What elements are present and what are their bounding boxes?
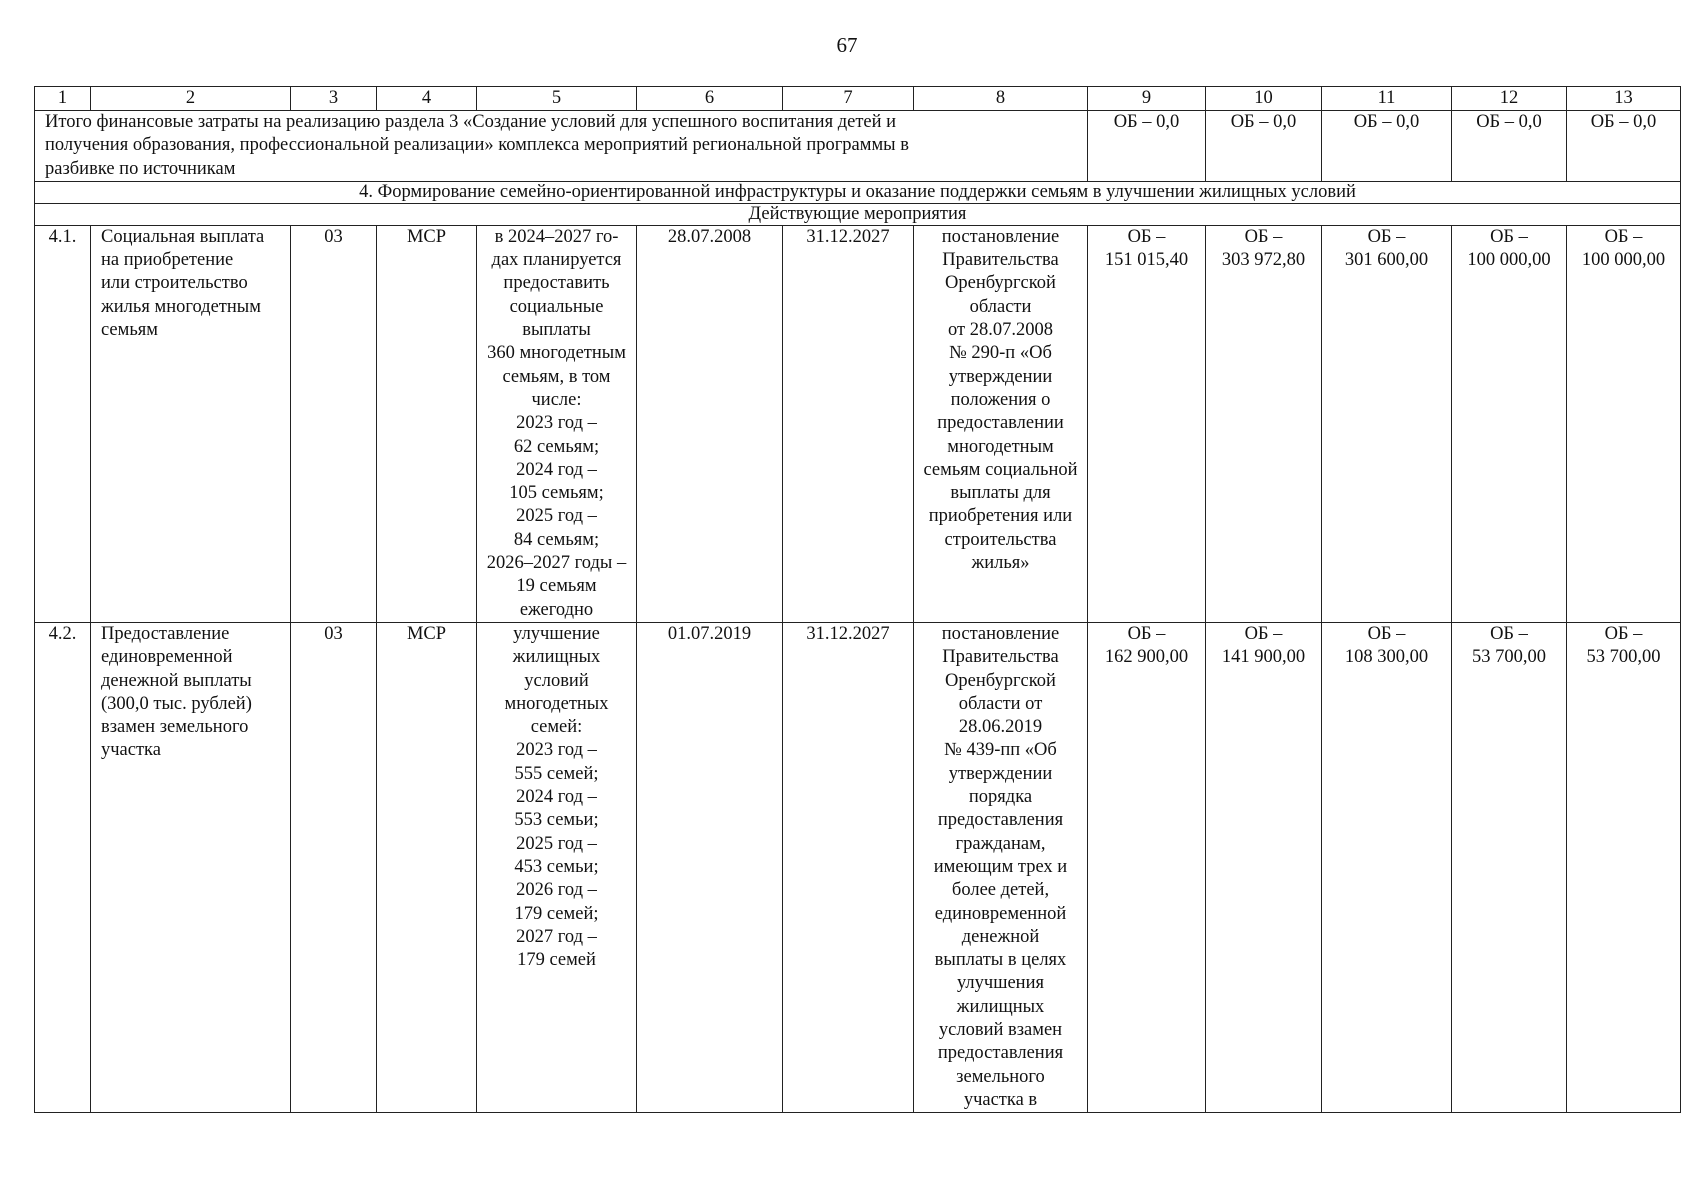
table-row — [35, 622, 1681, 1112]
column-number: 5 — [477, 87, 637, 111]
table-row — [35, 225, 1681, 622]
total-value-12: ОБ – 0,0 — [1452, 111, 1567, 182]
legal-basis: постановление Правительства Оренбургской области от 28.07.2008 № 290-п «Об утверждении положения о предоставлении многодетным семьям социальной выплаты для приобретения или строительства жилья» — [914, 225, 1088, 622]
total-value-13: ОБ – 0,0 — [1567, 111, 1681, 182]
funding-11: ОБ – 108 300,00 — [1322, 622, 1452, 1112]
column-number: 2 — [91, 87, 291, 111]
column-number: 8 — [914, 87, 1088, 111]
funding-12: ОБ – 53 700,00 — [1452, 622, 1567, 1112]
funding-10: ОБ – 141 900,00 — [1206, 622, 1322, 1112]
column-numbers-row — [35, 87, 1681, 111]
funding-11: ОБ – 301 600,00 — [1322, 225, 1452, 622]
column-number: 4 — [377, 87, 477, 111]
total-costs-label: Итого финансовые затраты на реализацию раздела 3 «Создание условий для успешного воспитания детей и получения образования, профессиональной реализации» комплекса мероприятий региональной программы в разбивке по источникам — [35, 111, 1088, 182]
column-number: 6 — [637, 87, 783, 111]
total-value-11: ОБ – 0,0 — [1322, 111, 1452, 182]
section-row — [35, 181, 1681, 203]
program-table — [34, 86, 1681, 1113]
code-cell: 03 — [291, 622, 377, 1112]
total-value-10: ОБ – 0,0 — [1206, 111, 1322, 182]
column-number: 1 — [35, 87, 91, 111]
row-number: 4.2. — [35, 622, 91, 1112]
page-number: 67 — [836, 33, 858, 57]
funding-12: ОБ – 100 000,00 — [1452, 225, 1567, 622]
total-value-9: ОБ – 0,0 — [1088, 111, 1206, 182]
code-cell: 03 — [291, 225, 377, 622]
result-cell: в 2024–2027 го- дах планируется предоставить социальные выплаты 360 многодетным семьям, в том числе: 2023 год – 62 семьям; 2024 год – 105 семьям; 2025 год – 84 семьям; 2026–2027 годы – 19 семьям ежегодно — [477, 225, 637, 622]
column-number: 11 — [1322, 87, 1452, 111]
total-costs-row — [35, 111, 1681, 182]
column-number: 10 — [1206, 87, 1322, 111]
funding-9: ОБ – 162 900,00 — [1088, 622, 1206, 1112]
measure-name: Предоставление единовременной денежной выплаты (300,0 тыс. рублей) взамен земельного участка — [91, 622, 291, 1112]
executor-cell: МСР — [377, 225, 477, 622]
funding-13: ОБ – 100 000,00 — [1567, 225, 1681, 622]
column-number: 13 — [1567, 87, 1681, 111]
column-number: 12 — [1452, 87, 1567, 111]
end-date: 31.12.2027 — [783, 225, 914, 622]
column-number: 9 — [1088, 87, 1206, 111]
column-number: 7 — [783, 87, 914, 111]
measure-name: Социальная выплата на приобретение или строительство жилья многодетным семьям — [91, 225, 291, 622]
legal-basis: постановление Правительства Оренбургской области от 28.06.2019 № 439-пп «Об утверждении порядка предоставления гражданам, имеющим трех и более детей, единовременной денежной выплаты в целях улучшения жилищных условий взамен предоставления земельного участка в — [914, 622, 1088, 1112]
section-title: 4. Формирование семейно-ориентированной инфраструктуры и оказание поддержки семьям в улучшении жилищных условий — [35, 181, 1681, 203]
result-cell: улучшение жилищных условий многодетных семей: 2023 год – 555 семей; 2024 год – 553 семьи; 2025 год – 453 семьи; 2026 год – 179 семей; 2027 год – 179 семей — [477, 622, 637, 1112]
start-date: 28.07.2008 — [637, 225, 783, 622]
subsection-row — [35, 203, 1681, 225]
row-number: 4.1. — [35, 225, 91, 622]
subsection-title: Действующие мероприятия — [35, 203, 1681, 225]
column-number: 3 — [291, 87, 377, 111]
start-date: 01.07.2019 — [637, 622, 783, 1112]
funding-13: ОБ – 53 700,00 — [1567, 622, 1681, 1112]
funding-10: ОБ – 303 972,80 — [1206, 225, 1322, 622]
funding-9: ОБ – 151 015,40 — [1088, 225, 1206, 622]
executor-cell: МСР — [377, 622, 477, 1112]
end-date: 31.12.2027 — [783, 622, 914, 1112]
